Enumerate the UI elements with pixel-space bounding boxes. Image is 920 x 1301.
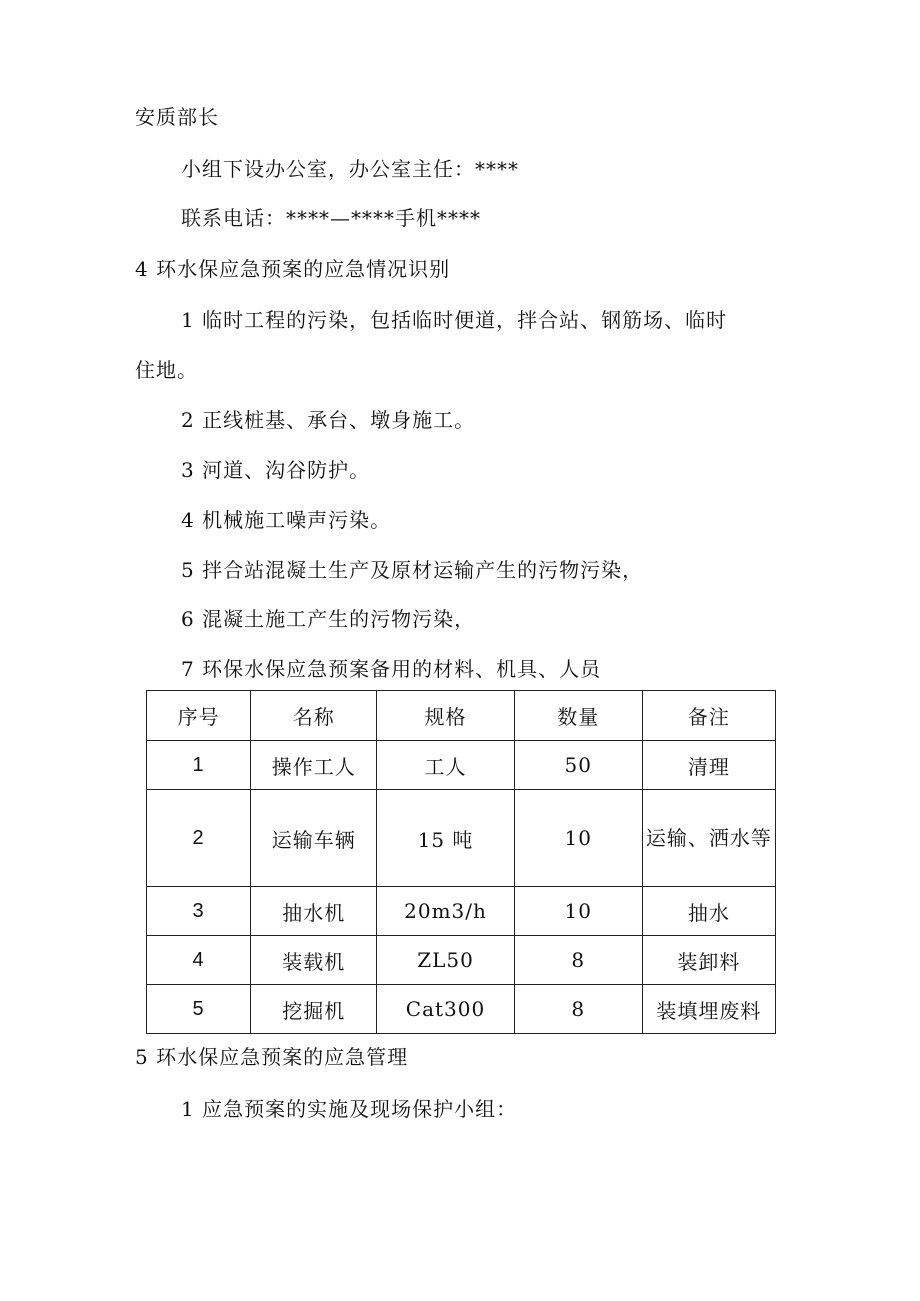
table-row bbox=[147, 741, 776, 790]
table-cell-name: 挖掘机 bbox=[251, 985, 377, 1034]
table-cell-spec: Cat300 bbox=[377, 985, 514, 1034]
table-cell-name: 抽水机 bbox=[251, 887, 377, 936]
table-header-cell: 备注 bbox=[642, 691, 775, 741]
materials-table bbox=[146, 690, 776, 1034]
table-cell-name: 运输车辆 bbox=[251, 790, 377, 887]
table-cell-spec: 20m3/h bbox=[377, 887, 514, 936]
section-heading-5: 5 环水保应急预案的应急管理 bbox=[135, 1045, 409, 1069]
table-cell-quantity: 8 bbox=[514, 985, 642, 1034]
table-cell-spec: 15 吨 bbox=[377, 790, 514, 887]
list-item-7: 7 环保水保应急预案备用的材料、机具、人员 bbox=[181, 657, 602, 681]
table-cell-spec: ZL50 bbox=[377, 936, 514, 985]
table-header-row bbox=[147, 691, 776, 741]
list-item-1-line-2: 住地。 bbox=[135, 358, 198, 382]
table-row bbox=[147, 985, 776, 1034]
table-cell-quantity: 10 bbox=[514, 790, 642, 887]
paragraph-role: 安质部长 bbox=[135, 105, 219, 129]
list-item-3: 3 河道、沟谷防护。 bbox=[181, 458, 371, 482]
table-cell-quantity: 8 bbox=[514, 936, 642, 985]
section-heading-4: 4 环水保应急预案的应急情况识别 bbox=[135, 257, 451, 281]
list-item-4: 4 机械施工噪声污染。 bbox=[181, 508, 392, 532]
table-cell-index: 5 bbox=[147, 985, 251, 1034]
table-header-cell: 名称 bbox=[251, 691, 377, 741]
table-row bbox=[147, 887, 776, 936]
list-item-5: 5 拌合站混凝土生产及原材运输产生的污物污染， bbox=[181, 558, 644, 582]
table-cell-note: 装填埋废料 bbox=[642, 985, 775, 1034]
table-cell-index: 1 bbox=[147, 741, 251, 790]
list-item-2: 2 正线桩基、承台、墩身施工。 bbox=[181, 408, 476, 432]
table-cell-note: 装卸料 bbox=[642, 936, 775, 985]
table-cell-quantity: 10 bbox=[514, 887, 642, 936]
table-row bbox=[147, 936, 776, 985]
table-cell-name: 装载机 bbox=[251, 936, 377, 985]
table-cell-note: 抽水 bbox=[642, 887, 775, 936]
table-header-cell: 序号 bbox=[147, 691, 251, 741]
list-item-6: 6 混凝土施工产生的污物污染， bbox=[181, 607, 476, 631]
table-header-cell: 规格 bbox=[377, 691, 514, 741]
table-cell-note: 清理 bbox=[642, 741, 775, 790]
paragraph-contact: 联系电话：****—****手机**** bbox=[181, 206, 481, 230]
table-cell-index: 3 bbox=[147, 887, 251, 936]
table-cell-quantity: 50 bbox=[514, 741, 642, 790]
paragraph-response-team: 1 应急预案的实施及现场保护小组： bbox=[181, 1097, 518, 1121]
table-cell-name: 操作工人 bbox=[251, 741, 377, 790]
table-cell-note: 运输、洒水等 bbox=[642, 790, 775, 887]
list-item-1-line-1: 1 临时工程的污染，包括临时便道，拌合站、钢筋场、临时 bbox=[181, 308, 728, 332]
table-cell-spec: 工人 bbox=[377, 741, 514, 790]
table-cell-index: 2 bbox=[147, 790, 251, 887]
paragraph-office: 小组下设办公室，办公室主任：**** bbox=[181, 157, 519, 181]
table-row bbox=[147, 790, 776, 887]
table-header-cell: 数量 bbox=[514, 691, 642, 741]
table-cell-index: 4 bbox=[147, 936, 251, 985]
